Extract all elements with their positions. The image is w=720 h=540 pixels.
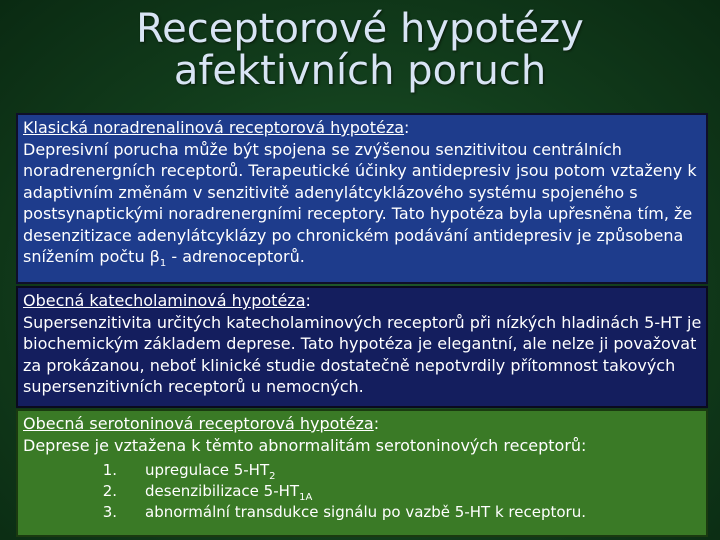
list-item (23, 481, 702, 502)
section-body: Depresivní porucha může být spojena se zvýšenou senzitivitou centrálních noradrenergních receptorů. Terapeutické účinky antidepresiv jsou potom vztaženy k adaptivním změnám v senzitivitě adenylátcyklázového systému spojeného s postsynaptickými noradrenergními receptory. Tato hypotéza byla upřesněna tím, že desenzitizace adenylátcyklázy po chronickém podávání antidepresiv je způsobena snížením počtu (23, 139, 697, 266)
beta-subscript: 1 (159, 258, 167, 270)
section-heading: Obecná katecholaminová hypotéza (23, 291, 306, 310)
list-item-text (123, 460, 276, 481)
section-heading: Klasická noradrenalinová receptorová hypotéza (23, 118, 405, 137)
beta-symbol: β (149, 247, 160, 266)
list-item-text (123, 502, 586, 523)
list-item-label: desenzibilizace 5-HT (145, 482, 300, 500)
list-item (23, 502, 702, 523)
heading-colon: : (305, 291, 311, 310)
list-item-subscript: 1A (299, 492, 313, 503)
slide-title (0, 8, 720, 92)
list-item (23, 460, 702, 481)
section-body-end: - adrenoceptorů. (166, 247, 305, 266)
section-body: Deprese je vztažena k těmto abnormalitám serotoninových receptorů: (23, 435, 587, 455)
list-item-number: 3. (102, 503, 117, 521)
section-heading: Obecná serotoninová receptorová hypotéza (23, 414, 374, 433)
section-serotonin-hypothesis (16, 409, 708, 537)
list-item-text (123, 481, 312, 502)
heading-colon: : (373, 414, 380, 433)
title-line-2: afektivních poruch (173, 48, 547, 94)
list-item-subscript: 2 (269, 471, 276, 482)
list-item-number: 1. (102, 461, 117, 479)
receptor-abnormalities-list (23, 460, 702, 523)
list-item-label: abnormální transdukce signálu po vazbě 5-HT k receptoru. (145, 503, 586, 521)
heading-colon: : (404, 118, 410, 137)
section-body: Supersenzitivita určitých katecholaminových receptorů při nízkých hladinách 5-HT je biochemickým základem deprese. Tato hypotéza je elegantní, ale nelze ji považovat za prokázanou, neboť klinické studie dostatečně nepotvrdily přítomnost takových supersenzitivních receptorů u nemocných. (23, 312, 702, 396)
title-line-1: Receptorové hypotézy (136, 6, 584, 52)
list-item-label: upregulace 5-HT (145, 461, 270, 479)
section-noradrenaline-hypothesis (16, 113, 708, 284)
list-item-number: 2. (102, 482, 117, 500)
section-catecholamine-hypothesis (16, 286, 708, 408)
